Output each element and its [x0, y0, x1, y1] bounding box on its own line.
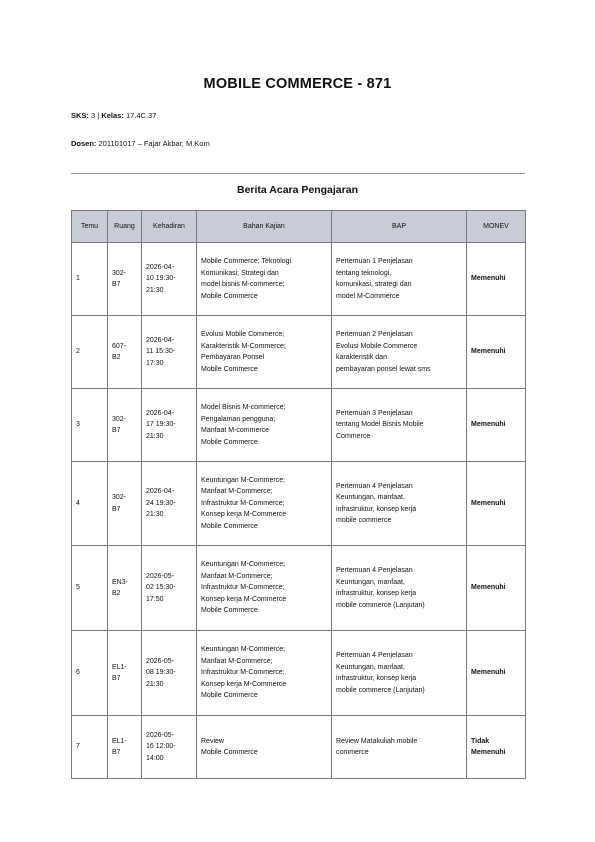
cell-bap — [332, 716, 467, 779]
cell-monev — [467, 716, 526, 779]
cell-ruang-line: 302- — [112, 269, 127, 277]
cell-bahan-kajian-line: Konsep kerja M-Commerce — [201, 511, 287, 519]
cell-bahan-kajian-line: Konsep kerja M-Commerce — [201, 595, 287, 603]
cell-bap-line: Pertemuan 2 Penjelasan — [336, 331, 413, 338]
cell-bahan-kajian-line: Mobile Commerce — [201, 292, 258, 300]
sks-label: SKS: — [71, 111, 89, 120]
cell-ruang-line: EL1- — [112, 663, 127, 671]
dosen-label: Dosen: — [71, 139, 97, 148]
cell-bap-line: komunikasi, strategi dan — [336, 281, 412, 288]
cell-bap-line: Evolusi Mobile Commerce — [336, 342, 418, 350]
cell-bahan-kajian-line: Mobile Commerce; Teknologi — [201, 258, 292, 265]
header-monev: MONEV — [467, 211, 526, 243]
cell-kehadiran-line: 21:30 — [146, 680, 164, 688]
cell-monev — [467, 389, 526, 462]
kelas-value: 17.4C.37 — [125, 111, 157, 120]
header-temu: Temu — [72, 211, 108, 243]
cell-monev — [467, 243, 526, 316]
cell-kehadiran-line: 08 19:30- — [146, 669, 176, 677]
section-title: Berita Acara Pengajaran — [236, 184, 358, 196]
kelas-label: Kelas: — [101, 111, 124, 120]
cell-temu: 6 — [72, 631, 108, 716]
cell-bahan-kajian-line: Konsep kerja M-Commerce — [201, 680, 287, 688]
cell-bap-line: infrastruktur, konsep kerja — [336, 590, 417, 597]
cell-ruang-line: EL1- — [112, 737, 127, 745]
cell-monev — [467, 316, 526, 389]
cell-kehadiran-line: 2026-05- — [146, 657, 175, 665]
cell-monev-line: Memenuhi — [471, 749, 506, 756]
cell-kehadiran — [142, 462, 197, 546]
cell-bahan-kajian-line: Karakteristik M-Commerce; — [201, 342, 286, 350]
cell-kehadiran-line: 17:30 — [146, 359, 164, 367]
cell-temu: 1 — [72, 243, 108, 316]
cell-ruang-line: B2 — [112, 354, 121, 361]
sks-value: 3 — [91, 111, 96, 120]
cell-bahan-kajian — [197, 389, 332, 462]
cell-bahan-kajian-line: Keuntungan M-Commerce; — [201, 561, 286, 569]
cell-ruang — [108, 389, 142, 462]
dosen-value: 201101017 – Fajar Akbar, M.Kom — [98, 139, 210, 148]
cell-bap-line: Review Matakuliah mobile — [336, 737, 418, 745]
cell-bap-line: Pertemuan 1 Penjelasan — [336, 258, 413, 265]
cell-kehadiran — [142, 316, 197, 389]
cell-ruang — [108, 316, 142, 389]
cell-bahan-kajian-line: Pengalaman pengguna; — [201, 415, 276, 423]
cell-bap — [332, 631, 467, 716]
cell-kehadiran-line: 17 19:30- — [146, 421, 176, 429]
cell-bahan-kajian-line: Manfaat M-Commerce; — [201, 488, 273, 496]
cell-ruang — [108, 243, 142, 316]
cell-kehadiran-line: 2026-05- — [146, 572, 175, 580]
cell-bap-line: Pertemuan 4 Penjelasan — [336, 652, 413, 659]
cell-kehadiran — [142, 243, 197, 316]
cell-temu: 2 — [72, 316, 108, 389]
cell-monev-line: Tidak — [471, 737, 490, 745]
cell-bahan-kajian-line: Mobile Commerce — [201, 607, 258, 615]
cell-bap — [332, 316, 467, 389]
cell-kehadiran-line: 2026-04- — [146, 336, 175, 344]
page-title: MOBILE COMMERCE - 871 — [203, 76, 392, 92]
cell-monev-line: Memenuhi — [471, 669, 506, 677]
cell-ruang-line: B7 — [112, 749, 121, 756]
cell-bahan-kajian-line: model bisnis M-commerce; — [201, 281, 285, 288]
cell-kehadiran-line: 11 15:30- — [146, 348, 176, 356]
cell-bap-line: commerce — [336, 749, 369, 756]
cell-kehadiran-line: 21:30 — [146, 511, 164, 519]
cell-bahan-kajian-line: Mobile Commerce — [201, 365, 258, 373]
cell-kehadiran-line: 21:30 — [146, 432, 164, 440]
table-row — [72, 243, 526, 316]
cell-bap-line: Keuntungan, manfaat, — [336, 578, 405, 586]
cell-monev-line: Memenuhi — [471, 275, 506, 283]
cell-bahan-kajian — [197, 716, 332, 779]
cell-kehadiran — [142, 389, 197, 462]
cell-ruang-line: 302- — [112, 415, 127, 423]
cell-kehadiran-line: 16 12:00- — [146, 743, 176, 751]
cell-bahan-kajian-line: Mobile Commerce — [201, 749, 258, 756]
table-row — [72, 316, 526, 389]
table-row — [72, 389, 526, 462]
cell-ruang — [108, 716, 142, 779]
cell-bahan-kajian-line: Keuntungan M-Commerce; — [201, 476, 286, 484]
cell-ruang-line: 302- — [112, 494, 127, 501]
cell-bahan-kajian — [197, 631, 332, 716]
cell-bap — [332, 462, 467, 546]
cell-monev-line: Memenuhi — [471, 584, 506, 592]
cell-ruang — [108, 546, 142, 631]
cell-kehadiran — [142, 631, 197, 716]
table-row — [72, 716, 526, 779]
cell-bahan-kajian-line: Manfaat M-Commerce; — [201, 657, 273, 665]
cell-kehadiran-line: 14:00 — [146, 754, 164, 762]
header-kehadiran: Kehadiran — [142, 211, 197, 243]
cell-bahan-kajian-line: Manfaat M-Commerce; — [201, 572, 273, 580]
cell-monev — [467, 546, 526, 631]
cell-temu: 7 — [72, 716, 108, 779]
cell-bahan-kajian — [197, 316, 332, 389]
cell-bap-line: Pertemuan 4 Penjelasan — [336, 567, 413, 574]
cell-kehadiran — [142, 546, 197, 631]
lecturer-info — [71, 139, 210, 148]
cell-bap-line: mobile commerce (Lanjutan) — [336, 686, 425, 694]
cell-monev-line: Memenuhi — [471, 421, 506, 429]
cell-kehadiran-line: 10 19:30- — [146, 275, 176, 283]
cell-bahan-kajian-line: Infrastruktur M-Commerce; — [201, 584, 285, 592]
course-meta — [71, 111, 156, 120]
cell-bahan-kajian-line: Infrastruktur M-Commerce; — [201, 669, 285, 677]
table-row — [72, 462, 526, 546]
table-header-row — [72, 211, 526, 243]
cell-bap-line: Keuntungan, manfaat, — [336, 663, 405, 671]
cell-kehadiran-line: 17:50 — [146, 595, 164, 603]
header-ruang: Ruang — [108, 211, 142, 243]
cell-kehadiran-line: 2026-04- — [146, 263, 175, 271]
cell-ruang — [108, 462, 142, 546]
cell-bap-line: mobile commerce (Lanjutan) — [336, 601, 425, 609]
cell-ruang-line: B7 — [112, 505, 121, 513]
cell-bap-line: model M-Commerce — [336, 292, 400, 300]
cell-bahan-kajian-line: Infrastruktur M-Commerce; — [201, 499, 285, 507]
cell-bahan-kajian-line: Mobile Commerce — [201, 522, 258, 530]
cell-bap-line: tentang Model Bisnis Mobile — [336, 421, 424, 429]
cell-ruang-line: B2 — [112, 590, 121, 597]
cell-bahan-kajian-line: Model Bisnis M-commerce; — [201, 404, 286, 411]
cell-kehadiran-line: 24 19:30- — [146, 499, 176, 507]
cell-bap-line: Pertemuan 4 Penjelasan — [336, 482, 413, 490]
cell-ruang-line: B7 — [112, 281, 121, 288]
cell-bahan-kajian-line: Review — [201, 737, 224, 745]
table-row — [72, 546, 526, 631]
cell-bahan-kajian-line: Komunikasi; Strategi dan — [201, 269, 279, 277]
cell-temu: 4 — [72, 462, 108, 546]
cell-monev-line: Memenuhi — [471, 348, 506, 356]
meta-separator: | — [97, 111, 100, 120]
header-bap: BAP — [332, 211, 467, 243]
cell-bahan-kajian-line: Evolusi Mobile Commerce; — [201, 331, 285, 338]
cell-bahan-kajian-line: Pembayaran Ponsel — [201, 354, 265, 361]
cell-temu: 3 — [72, 389, 108, 462]
cell-ruang-line: B7 — [112, 427, 121, 434]
cell-bahan-kajian — [197, 546, 332, 631]
cell-bap-line: infrastruktur, konsep kerja — [336, 505, 417, 513]
cell-bap-line: infrastruktur, konsep kerja — [336, 675, 417, 682]
cell-bap — [332, 389, 467, 462]
cell-kehadiran-line: 02 15:30- — [146, 584, 176, 592]
cell-temu: 5 — [72, 546, 108, 631]
cell-kehadiran — [142, 716, 197, 779]
cell-kehadiran-line: 2026-04- — [146, 488, 175, 496]
divider — [71, 173, 525, 174]
cell-ruang-line: B7 — [112, 675, 121, 682]
cell-bahan-kajian-line: Keuntungan M-Commerce; — [201, 646, 286, 654]
cell-bap-line: pembayaran ponsel lewat sms — [336, 365, 431, 373]
cell-bap-line: Pertemuan 3 Penjelasan — [336, 409, 413, 417]
cell-bap-line: mobile commerce — [336, 517, 392, 524]
cell-bahan-kajian — [197, 462, 332, 546]
cell-kehadiran-line: 21:30 — [146, 286, 164, 294]
cell-monev-line: Memenuhi — [471, 499, 506, 507]
cell-bap-line: Commerce — [336, 432, 371, 440]
bap-table — [71, 210, 526, 779]
cell-bap-line: tentang teknologi, — [336, 269, 392, 277]
cell-bahan-kajian — [197, 243, 332, 316]
cell-bahan-kajian-line: Mobile Commerce — [201, 438, 258, 446]
cell-bahan-kajian-line: Mobile Commerce — [201, 692, 258, 700]
cell-kehadiran-line: 2026-04- — [146, 409, 175, 417]
cell-ruang — [108, 631, 142, 716]
cell-bap — [332, 546, 467, 631]
cell-bap — [332, 243, 467, 316]
table-row — [72, 631, 526, 716]
cell-bap-line: karakteristik dan — [336, 354, 387, 361]
cell-ruang-line: EN3- — [112, 578, 128, 586]
cell-monev — [467, 462, 526, 546]
cell-bahan-kajian-line: Manfaat M-commerce — [201, 427, 270, 434]
cell-ruang-line: 607- — [112, 342, 127, 350]
cell-monev — [467, 631, 526, 716]
cell-bap-line: Keuntungan, manfaat, — [336, 494, 405, 501]
cell-kehadiran-line: 2026-05- — [146, 731, 175, 739]
header-bahan-kajian: Bahan Kajian — [197, 211, 332, 243]
